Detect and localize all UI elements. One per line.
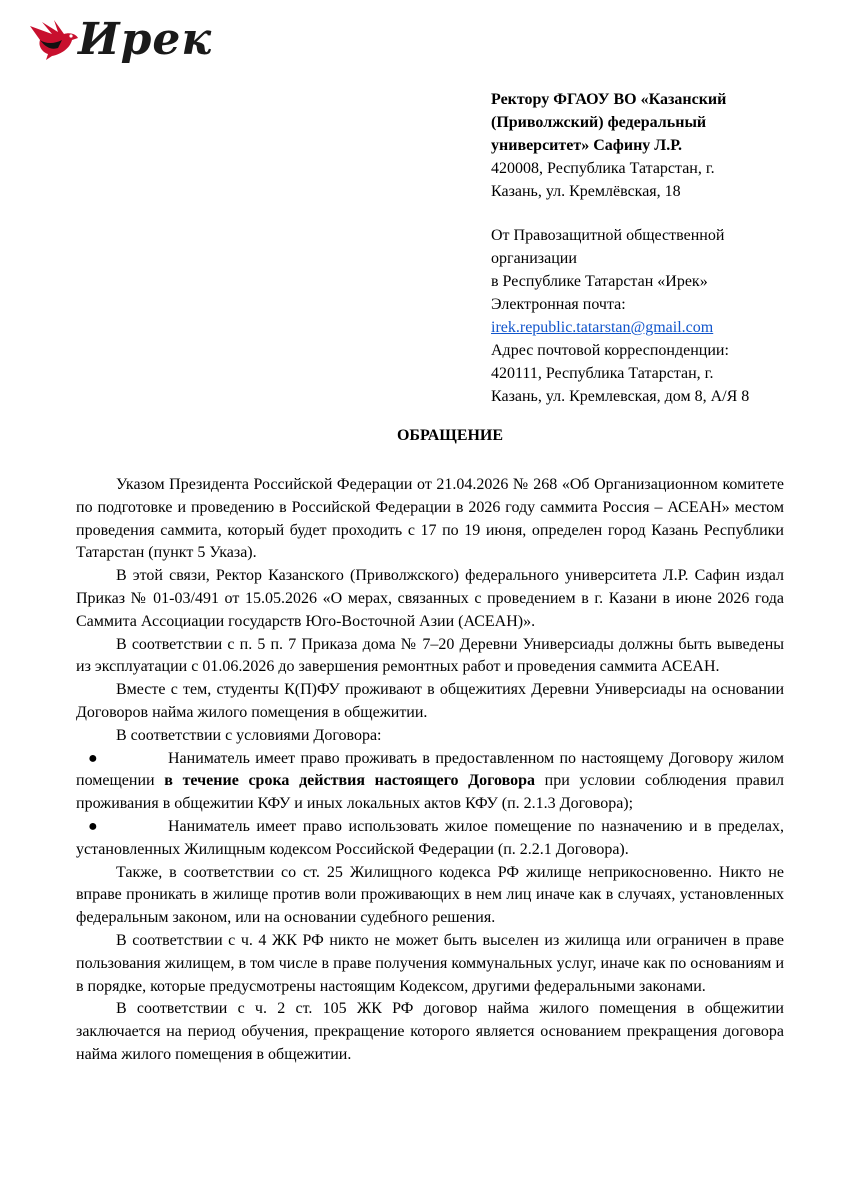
sender-line: От Правозащитной общественной [491,227,725,244]
bullet-text-bold: в течение срока действия настоящего Договора [164,772,536,790]
sender-line: в Республике Татарстан «Ирек» [491,273,708,290]
sender-line: организации [491,250,577,267]
paragraph: В соответствии с п. 5 п. 7 Приказа дома № 7–20 Деревни Универсиады должны быть выведены из эксплуатации с 01.06.2026 до завершения ремонтных работ и проведения саммита АСЕАН. [76,635,784,676]
paragraph: В этой связи, Ректор Казанского (Приволжского) федерального университета Л.Р. Сафин издал Приказ № 01-03/491 от 15.05.2026 «О мерах, связанных с проведением в г. Казани в июне 2026 года Саммита Ассоциации государств Юго-Восточной Азии (АСЕАН)». [76,567,784,630]
document-body [76,474,784,1067]
paragraph: Также, в соответствии со ст. 25 Жилищного кодекса РФ жилище неприкосновенно. Никто не вправе проникать в жилище против воли проживающих в нем лиц иначе как в случаях, установленных федеральным законом, или на основании судебного решения. [76,863,784,927]
bullet-text: при условии соблюдения правил проживания в общежитии КФУ и иных локальных актов КФУ (п. 2.1.3 Договора); [76,772,785,813]
addressee-line: университет» Сафину Л.Р. [491,137,682,154]
addressee-line: (Приволжский) федеральный [491,114,707,131]
bullet-item [76,816,784,862]
paragraph: Указом Президента Российской Федерации от 21.04.2026 № 268 «Об Организационном комитете по подготовке и проведению в Российской Федерации в 2026 году саммита Россия – АСЕАН» местом проведения саммита, который будет проходить с 17 по 19 июня, определен город Казань Республики Татарстан (пункт 5 Указа). [76,476,784,562]
bullet-marker: ● [88,817,98,835]
sender-email-link[interactable]: irek.republic.tatarstan@gmail.com [491,319,714,336]
paragraph: В соответствии с условиями Договора: [116,726,382,744]
addressee-line: Ректору ФГАОУ ВО «Казанский [491,91,727,108]
sender-address-label: Адрес почтовой корреспонденции: [491,342,729,359]
document-title: ОБРАЩЕНИЕ [396,427,504,444]
addressee-address: 420008, Республика Татарстан, г. [491,160,715,177]
paragraph: В соответствии с ч. 4 ЖК РФ никто не может быть выселен из жилища или ограничен в праве пользования жилищем, в том числе в праве получения коммунальных услуг, иначе как по основаниям и в порядке, которые предусмотрены настоящим Кодексом, другими федеральными законами. [76,931,784,995]
bullet-marker: ● [88,749,98,767]
sender-address: Казань, ул. Кремлевская, дом 8, А/Я 8 [491,388,750,405]
organization-logo [28,16,228,72]
logo-text: Ирек [78,14,213,65]
paragraph: Вместе с тем, студенты К(П)ФУ проживают в общежитиях Деревни Универсиады на основании Договоров найма жилого помещения в общежитии. [76,681,784,721]
paragraph: В соответствии с ч. 2 ст. 105 ЖК РФ договор найма жилого помещения в общежитии заключается на период обучения, прекращение которого является основанием прекращения договора найма жилого помещения в общежитии. [76,1000,784,1063]
addressee-block [491,88,791,203]
sender-block [491,224,791,408]
bird-icon [28,20,80,60]
addressee-address: Казань, ул. Кремлёвская, 18 [491,183,681,200]
bullet-item [76,748,784,816]
bullet-text: Наниматель имеет право проживать в предоставленном по настоящему Договору жилом помещении [76,749,784,790]
sender-email-label: Электронная почта: [491,296,626,313]
sender-address: 420111, Республика Татарстан, г. [491,365,714,382]
bullet-text: Наниматель имеет право использовать жилое помещение по назначению и в пределах, установленных Жилищным кодексом Российской Федерации (п. 2.2.1 Договора). [76,817,784,858]
